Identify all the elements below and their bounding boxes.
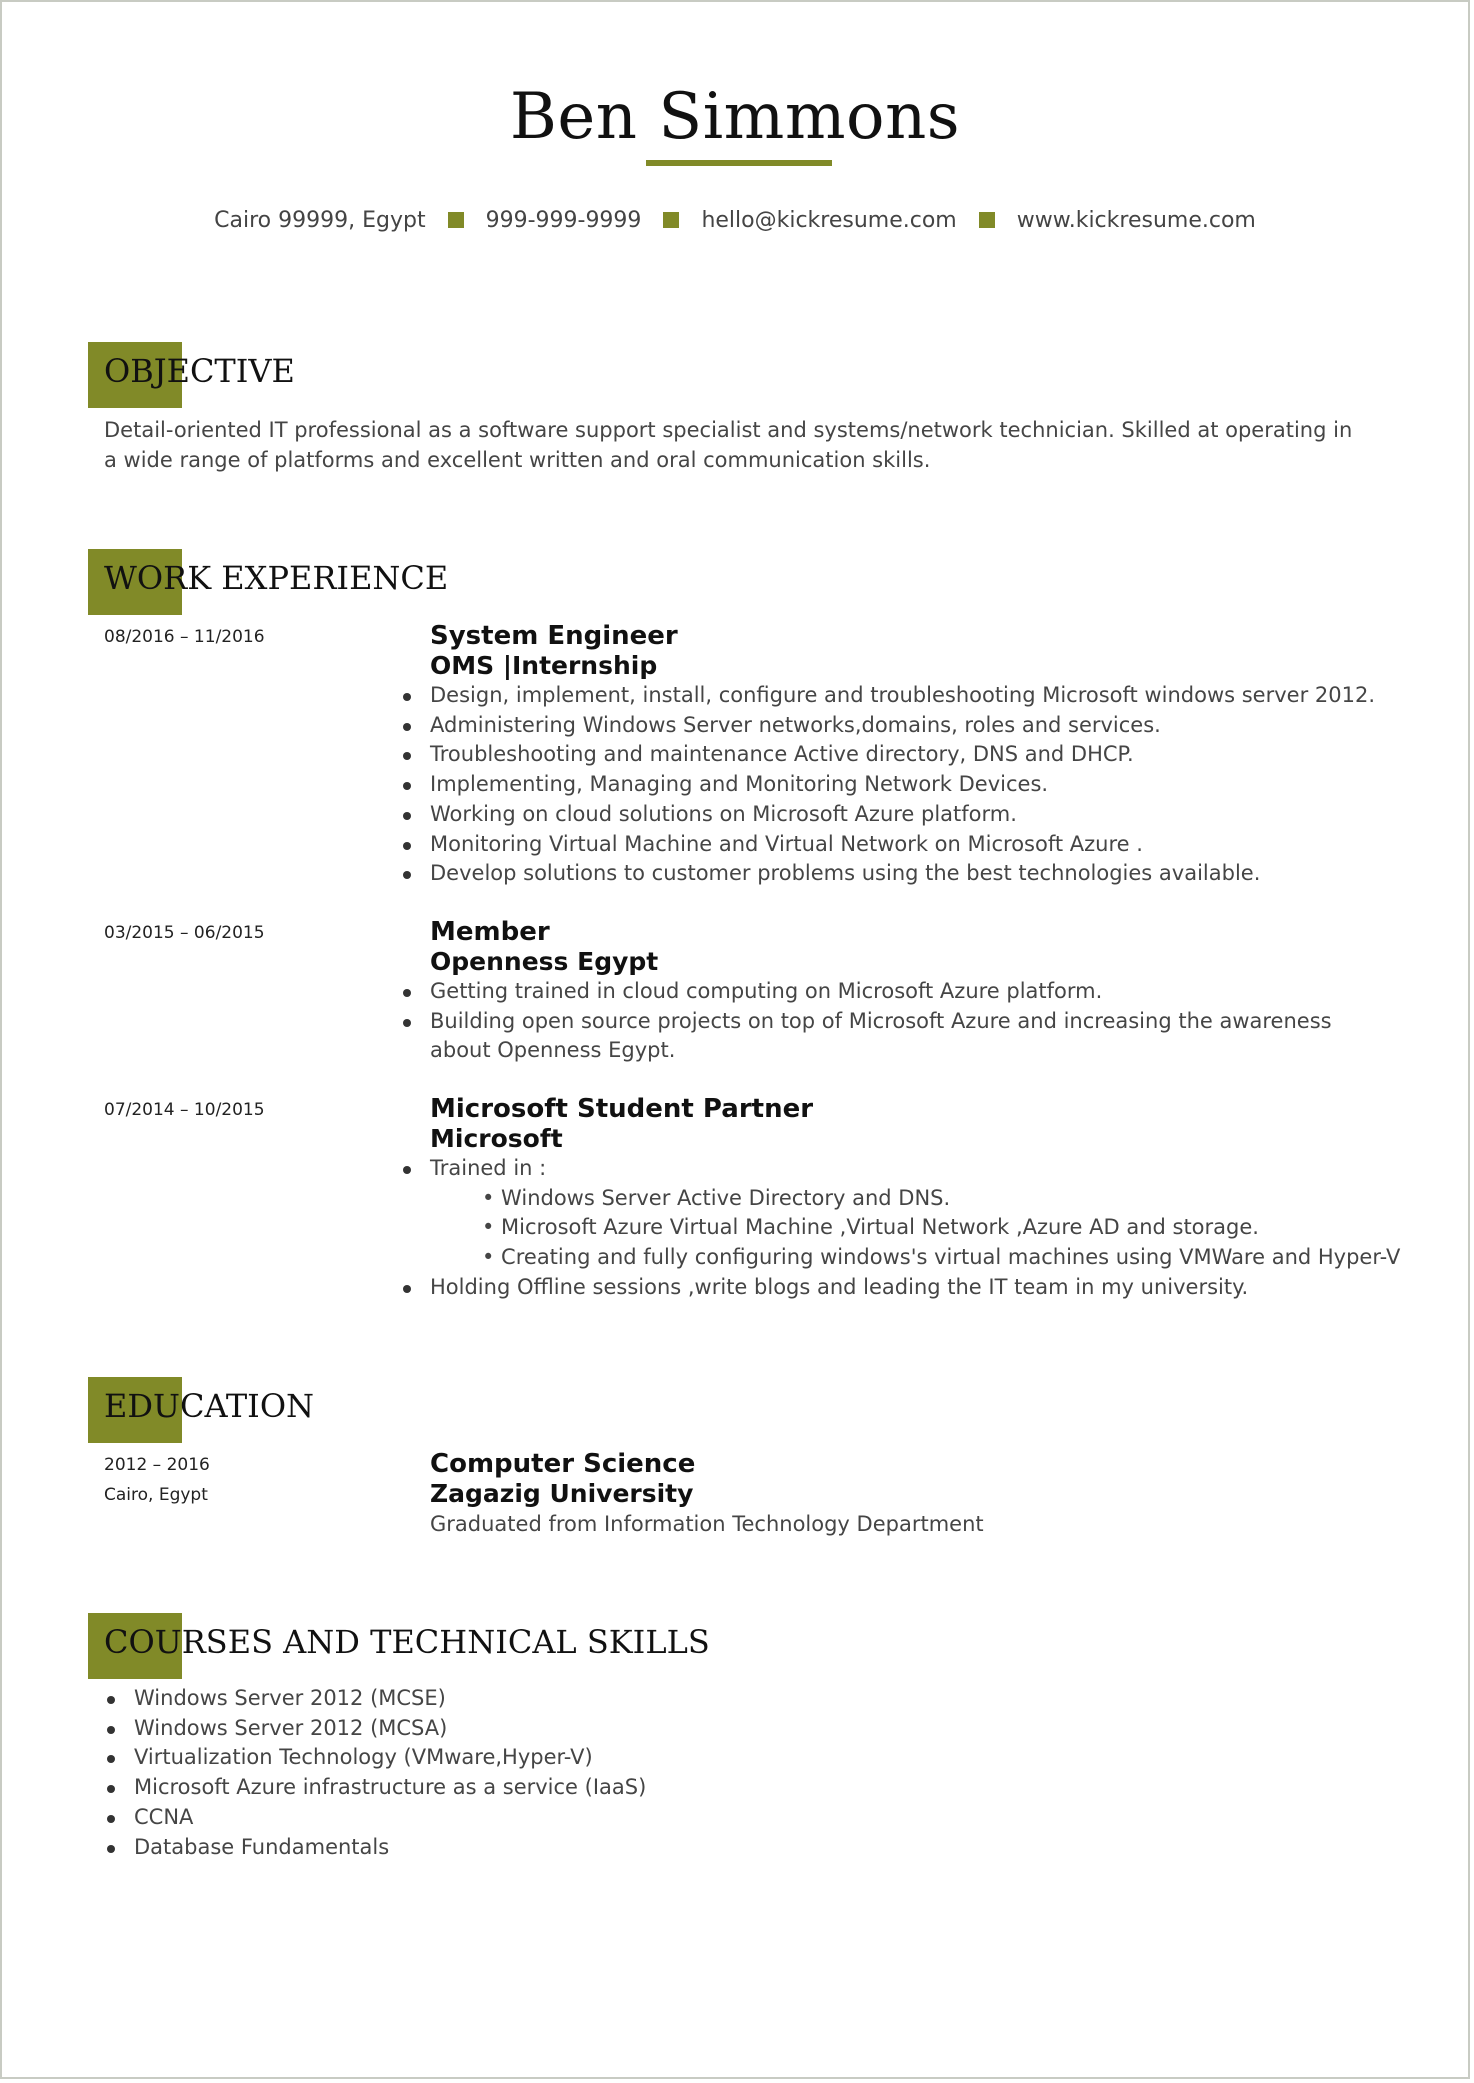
job-bullets [430,1154,1390,1184]
education-years: 2012 – 2016 [104,1455,210,1475]
separator-square-icon [663,212,679,228]
name-underline [646,160,832,166]
list-item: Working on cloud solutions on Microsoft Azure platform. [430,800,1390,830]
job-company: Microsoft [430,1124,563,1153]
education-location: Cairo, Egypt [104,1485,208,1505]
job-company: Openness Egypt [430,947,659,976]
job-company: OMS |Internship [430,651,658,680]
job-entry [430,1094,1401,1303]
job-entry [430,621,1390,889]
list-item: Microsoft Azure infrastructure as a service (IaaS) [134,1773,646,1803]
objective-text: Detail-oriented IT professional as a software support specialist and systems/network technician. Skilled at operating in a wide range of platforms and excellent written and oral communication skills. [104,418,1353,472]
sub-list-item: • Windows Server Active Directory and DNS. [482,1185,951,1210]
list-item: Windows Server 2012 (MCSA) [134,1714,646,1744]
separator-square-icon [448,212,464,228]
job-bullets [430,681,1390,889]
job-bullets [430,977,1390,1066]
education-note: Graduated from Information Technology Department [430,1512,984,1536]
candidate-name: Ben Simmons [509,80,961,154]
list-item: Windows Server 2012 (MCSE) [134,1684,646,1714]
contact-phone: 999-999-9999 [485,208,642,233]
section-title-objective: OBJECTIVE [104,352,295,390]
list-item: Monitoring Virtual Machine and Virtual Network on Microsoft Azure . [430,830,1390,860]
job-dates: 03/2015 – 06/2015 [104,923,265,943]
section-title-work: WORK EXPERIENCE [104,559,449,597]
education-school: Zagazig University [430,1479,694,1508]
education-degree: Computer Science [430,1449,696,1479]
list-item: Develop solutions to customer problems using the best technologies available. [430,859,1390,889]
sub-list-item: • Creating and fully configuring windows's virtual machines using VMWare and Hyper-V [482,1245,1401,1270]
list-item: Holding Offline sessions ,write blogs and leading the IT team in my university. [430,1273,1390,1303]
sub-list-item: • Microsoft Azure Virtual Machine ,Virtual Network ,Azure AD and storage. [482,1215,1259,1240]
job-dates: 08/2016 – 11/2016 [104,627,265,647]
separator-square-icon [979,212,995,228]
section-title-education: EDUCATION [104,1387,315,1425]
list-item: Implementing, Managing and Monitoring Network Devices. [430,770,1390,800]
contact-line [2,208,1468,233]
job-entry [430,917,1390,1066]
section-title-skills: COURSES AND TECHNICAL SKILLS [104,1623,710,1661]
contact-email[interactable]: hello@kickresume.com [701,208,957,233]
skills-list [134,1684,646,1862]
education-entry [430,1449,1390,1539]
job-dates: 07/2014 – 10/2015 [104,1100,265,1120]
contact-website[interactable]: www.kickresume.com [1016,208,1256,233]
list-item: Trained in : [430,1154,1390,1184]
contact-address: Cairo 99999, Egypt [214,208,426,233]
job-bullets [430,1273,1390,1303]
job-title: Microsoft Student Partner [430,1094,814,1124]
list-item: CCNA [134,1803,646,1833]
list-item: Getting trained in cloud computing on Microsoft Azure platform. [430,977,1390,1007]
list-item: Troubleshooting and maintenance Active directory, DNS and DHCP. [430,740,1390,770]
list-item: Virtualization Technology (VMware,Hyper-V) [134,1743,646,1773]
job-title: Member [430,917,550,947]
list-item: Building open source projects on top of Microsoft Azure and increasing the awareness about Openness Egypt. [430,1007,1360,1066]
list-item: Design, implement, install, configure and troubleshooting Microsoft windows server 2012. [430,681,1390,711]
job-title: System Engineer [430,621,678,651]
list-item: Database Fundamentals [134,1833,646,1863]
list-item: Administering Windows Server networks,domains, roles and services. [430,711,1390,741]
